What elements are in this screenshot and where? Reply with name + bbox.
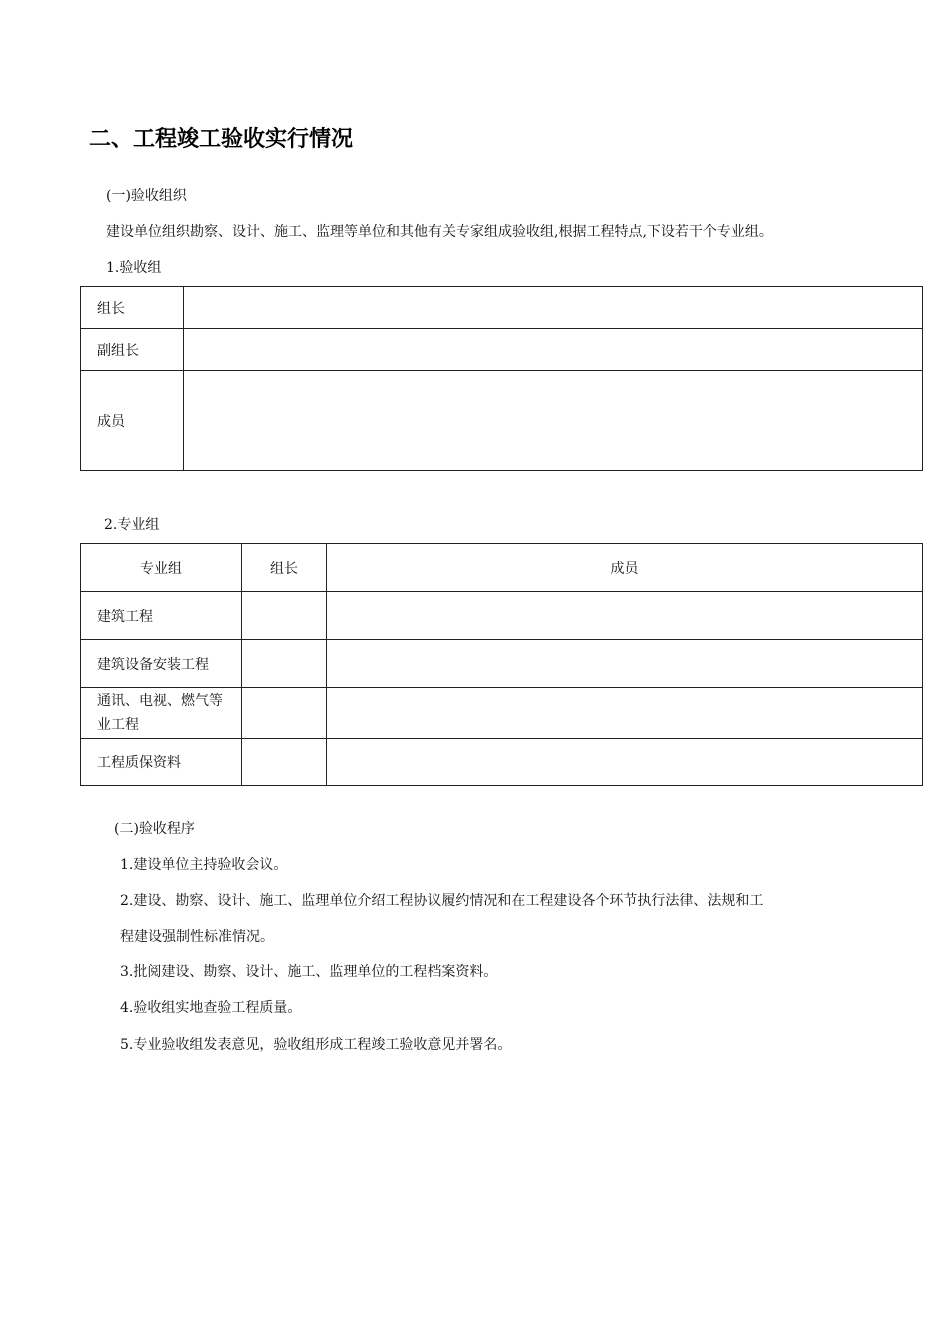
procedure-step: 5.专业验收组发表意见，验收组形成工程竣工验收意见并署名。 bbox=[120, 1037, 512, 1053]
leader-cell[interactable] bbox=[242, 688, 327, 739]
procedure-step: 2.建设、勘察、设计、施工、监理单位介绍工程协议履约情况和在工程建设各个环节执行法律、法规和工 bbox=[120, 893, 764, 909]
page-title: 二、工程竣工验收实行情况 bbox=[89, 127, 354, 152]
value-cell[interactable] bbox=[184, 329, 923, 371]
members-cell[interactable] bbox=[327, 688, 923, 739]
specialist-group-table bbox=[80, 543, 923, 786]
table-row bbox=[81, 739, 923, 786]
procedure-step: 3.批阅建设、勘察、设计、施工、监理单位的工程档案资料。 bbox=[120, 964, 498, 980]
value-cell[interactable] bbox=[184, 287, 923, 329]
row-label: 建筑设备安装工程 bbox=[81, 640, 242, 688]
table-row bbox=[81, 688, 923, 739]
org-intro: 建设单位组织勘察、设计、施工、监理等单位和其他有关专家组成验收组,根据工程特点,下设若干个专业组。 bbox=[106, 224, 773, 240]
procedure-heading: (二)验收程序 bbox=[114, 821, 195, 837]
members-cell[interactable] bbox=[327, 592, 923, 640]
procedure-step: 4.验收组实地查验工程质量。 bbox=[120, 1000, 302, 1016]
acceptance-group-table bbox=[80, 286, 923, 471]
table-row bbox=[81, 371, 923, 471]
leader-cell[interactable] bbox=[242, 640, 327, 688]
group1-label: 1.验收组 bbox=[106, 260, 162, 276]
leader-cell[interactable] bbox=[242, 739, 327, 786]
row-label: 通讯、电视、燃气等业工程 bbox=[81, 688, 242, 739]
row-label: 成员 bbox=[81, 371, 184, 471]
row-label: 副组长 bbox=[81, 329, 184, 371]
table-row bbox=[81, 329, 923, 371]
procedure-step-continued: 程建设强制性标准情况。 bbox=[120, 929, 274, 945]
group2-label: 2.专业组 bbox=[104, 517, 160, 533]
header-cell: 组长 bbox=[242, 544, 327, 592]
leader-cell[interactable] bbox=[242, 592, 327, 640]
header-cell: 成员 bbox=[327, 544, 923, 592]
row-label: 工程质保资料 bbox=[81, 739, 242, 786]
header-cell: 专业组 bbox=[81, 544, 242, 592]
table-header-row bbox=[81, 544, 923, 592]
table-row bbox=[81, 640, 923, 688]
org-heading: (一)验收组织 bbox=[106, 188, 187, 204]
row-label: 组长 bbox=[81, 287, 184, 329]
members-cell[interactable] bbox=[327, 640, 923, 688]
members-cell[interactable] bbox=[327, 739, 923, 786]
table-row bbox=[81, 287, 923, 329]
procedure-step: 1.建设单位主持验收会议。 bbox=[120, 857, 288, 873]
value-cell[interactable] bbox=[184, 371, 923, 471]
row-label: 建筑工程 bbox=[81, 592, 242, 640]
table-row bbox=[81, 592, 923, 640]
